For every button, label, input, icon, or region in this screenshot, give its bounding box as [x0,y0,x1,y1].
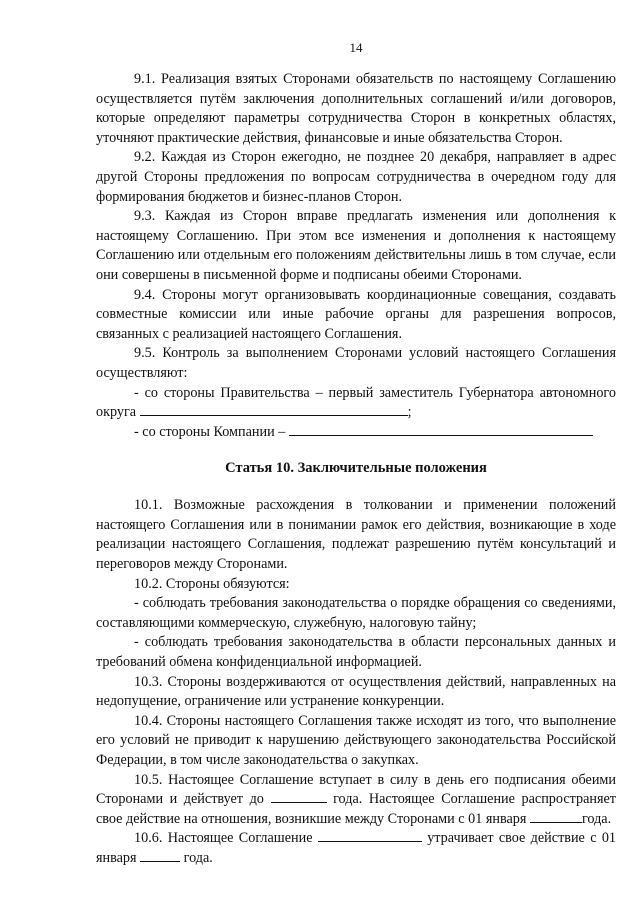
paragraph-9-2: 9.2. Каждая из Сторон ежегодно, не позднее 20 декабря, направляет в адрес другой Стороны предложения по вопросам сотрудничества в очередном году для формирования бюджетов и бизнес-планов Сторон. [96,149,616,205]
paragraph-9-1: 9.1. Реализация взятых Сторонами обязательств по настоящему Соглашению осуществляется путём заключения дополнительных соглашений и/или договоров, которые определяют параметры сотрудничества Сторон в конкретных областях, уточняют практические действия, финансовые и иные обязательства Сторон. [96,71,616,146]
termination-year-blank [140,849,180,862]
paragraph-10-3: 10.3. Стороны воздерживаются от осуществления действий, направленных на недопущение, ограничение или устранение конкуренции. [96,673,616,710]
government-controller-text: - со стороны Правительства – первый заместитель Губернатора автономного округа [96,384,616,421]
paragraph-10-2: 10.2. Стороны обязуются: [134,575,290,592]
page-number: 14 [349,40,363,55]
paragraph-10-6 [96,829,616,868]
start-year-blank [530,810,582,823]
article-10-heading: Статья 10. Заключительные положения [225,460,487,477]
paragraph-10-5-part-c: года. [581,810,612,827]
paragraph-10-5-part-b: года. Настоящее Соглашение распространяет свое действие на отношения, возникшие между Сторонами с 01 января [96,791,617,827]
government-controller-end: ; [407,404,412,421]
paragraph-10-6-part-c: года. [183,849,213,866]
termination-blank [318,829,422,842]
paragraph-10-1: 10.1. Возможные расхождения в толковании и применении положений настоящего Соглашения или в понимании рамок его действия, возникающие в ходе реализации настоящего Соглашения, подлежат разрешению путём консультаций и переговоров между Сторонами. [96,497,616,573]
paragraph-10-6-part-b: утрачивает свое действие с 01 января [96,830,617,866]
paragraph-9-3: 9.3. Каждая из Сторон вправе предлагать изменения или дополнения к настоящему Соглашению. При этом все изменения и дополнения к настоящему Соглашению или отдельным его положениям действительны лишь в том случае, если они совершены в письменной форме и подписаны обеими Сторонами. [96,208,616,283]
company-controller-text: - со стороны Компании – [134,423,286,440]
government-controller-line [96,384,616,423]
paragraph-10-4: 10.4. Стороны настоящего Соглашения также исходят из того, что выполнение его условий не приводит к нарушению действующего законодательства Российской Федерации, в том числе законодательства о закупках. [96,712,616,768]
paragraph-10-6-part-a: 10.6. Настоящее Соглашение [134,830,313,847]
company-controller-blank [289,423,593,436]
paragraph-10-2-b: - соблюдать требования законодательства в области персональных данных и требований обмена конфиденциальной информацией. [96,634,616,671]
document-page [96,40,616,869]
paragraph-10-5 [96,771,616,830]
expiry-year-blank [271,790,327,803]
government-controller-blank [140,403,408,416]
paragraph-9-4: 9.4. Стороны могут организовывать координационные совещания, создавать совместные комиссии или иные рабочие органы для разрешения вопросов, связанных с реализацией настоящего Соглашения. [96,286,616,342]
paragraph-9-5: 9.5. Контроль за выполнением Сторонами условий настоящего Соглашения осуществляют: [96,345,616,381]
company-controller-line [96,423,616,443]
paragraph-10-2-a: - соблюдать требования законодательства о порядке обращения со сведениями, составляющими коммерческую, служебную, налоговую тайну; [96,595,616,631]
paragraph-10-5-part-a: 10.5. Настоящее Соглашение вступает в силу в день его подписания обеими Сторонами и действует до [96,771,616,808]
